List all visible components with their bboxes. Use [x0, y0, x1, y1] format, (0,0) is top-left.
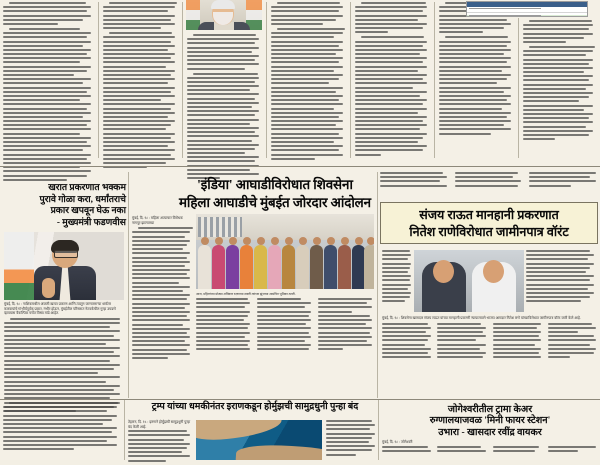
screenshot-table-graphic	[466, 1, 588, 17]
headline-line: महिला आघाडीचे मुंबईत जोरदार आंदोलन	[179, 194, 371, 210]
column-divider-3	[266, 2, 267, 158]
column-divider-bot-1	[124, 400, 125, 460]
hormuz-headline: ट्रम्प यांच्या धमकीनंतर इराणकडून होर्मुझची सामुद्रधुनी पुन्हा बंद	[151, 402, 359, 412]
photo-caption: आज, महिलांच्या मोठ्या अधिकार रक्षणाचा शक्ती त्यांच्या झुंजाचा आमंत्रित भूमिका ठरली.	[196, 292, 296, 296]
table-row	[467, 8, 587, 13]
top-news-section	[0, 0, 600, 162]
top-column-1	[0, 2, 97, 158]
top-column-4	[268, 2, 348, 158]
byline: मुंबई, दि. १८ : जोगेश्वरी	[382, 440, 413, 444]
column-divider-5	[434, 2, 435, 158]
narendra-modi-photo	[186, 0, 262, 30]
byline: मुंबई, दि. १८ : महिला अत्याचार विरोधक नागपूर झाल्याच्या	[132, 216, 183, 225]
sanjay-raut-nitesh-rane-photo	[414, 250, 524, 312]
hormuz-body-left	[128, 420, 192, 465]
headline-line: उभारा - खासदार रवींद्र वायकर	[438, 426, 542, 438]
headline-line: 'इंडिया' आघाडीविरोधात शिवसेना	[197, 177, 353, 192]
headline-line: नितेश राणेविरोधात जामीनपात्र वॉरंट	[409, 224, 569, 239]
column-divider-1	[98, 2, 99, 158]
top-column-2	[100, 2, 180, 158]
byline: तेहरान, दि. १८ : इराणने होर्मुझची सामुद्रधुनी पुन्हा बंद केली आहे.	[128, 420, 191, 429]
raut-body-left	[382, 250, 412, 305]
raut-lead-lines	[380, 172, 598, 192]
india-photo-caption	[196, 292, 374, 355]
jogeshwari-body	[382, 440, 598, 457]
headline-line: पुरावे गोळा करा, धर्मांतराचे	[39, 193, 126, 204]
headline-line: खरात प्रकरणात भक्कम	[48, 182, 126, 192]
headline-line: संजय राऊत मानहानी प्रकरणात	[419, 208, 559, 222]
column-divider-2	[182, 2, 183, 158]
raut-body-right	[526, 250, 596, 305]
top-column-6	[436, 2, 516, 158]
india-aghadi-body-left	[132, 216, 192, 362]
bottom-column-left	[3, 402, 121, 453]
column-divider-mid-1	[128, 172, 129, 398]
byline: मुंबई, दि. १८ : शिवसेना खासदार संजय राऊत यांच्या मानहानी प्रकरणी न्यायालयाने भाजप आमदार नितेश राणे यांच्याविरोधात जामीनपात्र वॉरंट जारी केले आहे.	[382, 316, 581, 320]
cm-fadnavis-headline	[2, 182, 126, 228]
headline-line: - मुख्यमंत्री फडणवीस	[56, 216, 126, 227]
byline: मुंबई, दि. १८ : नाशिकमधील अंजली खरात प्रकरण आणि त्यातून जाणवणाऱ्या धर्मांतर कारवायांचे गांभीर्यपूर्वक प्रकार, गंभीर होऊन, मुंबईतील परिसरात नेटवर्कचील गुन्हा उघडणे व्हावयास वैकल्पिक चर्चेत विषय मांडे आहेत.	[4, 302, 116, 316]
column-divider-mid-2	[377, 172, 378, 398]
table-header-row	[467, 2, 587, 7]
sanjay-raut-headline	[381, 207, 597, 240]
sanjay-raut-headline-box	[380, 202, 598, 244]
column-divider-6	[518, 18, 519, 158]
section-rule-top	[0, 166, 600, 167]
shivsena-mahila-aghadi-protest-photo	[196, 214, 374, 289]
hormuz-body-right	[326, 420, 376, 459]
raut-body-full	[382, 316, 598, 363]
top-column-7	[520, 2, 598, 158]
headline-line: जोगेश्वरीतील ट्रामा केअर	[447, 404, 533, 415]
headline-line: रुग्णालयाजवळ 'मिनी फायर स्टेशन'	[429, 415, 551, 427]
india-aghadi-headline	[132, 176, 418, 211]
column-divider-4	[350, 2, 351, 158]
jogeshwari-headline	[382, 404, 598, 438]
strait-of-hormuz-satellite-photo	[196, 420, 322, 460]
top-column-5	[352, 2, 432, 158]
table-row	[467, 15, 587, 17]
devendra-fadnavis-photo	[4, 232, 124, 300]
headline-line: प्रकार खपवून घेऊ नका	[50, 205, 126, 215]
